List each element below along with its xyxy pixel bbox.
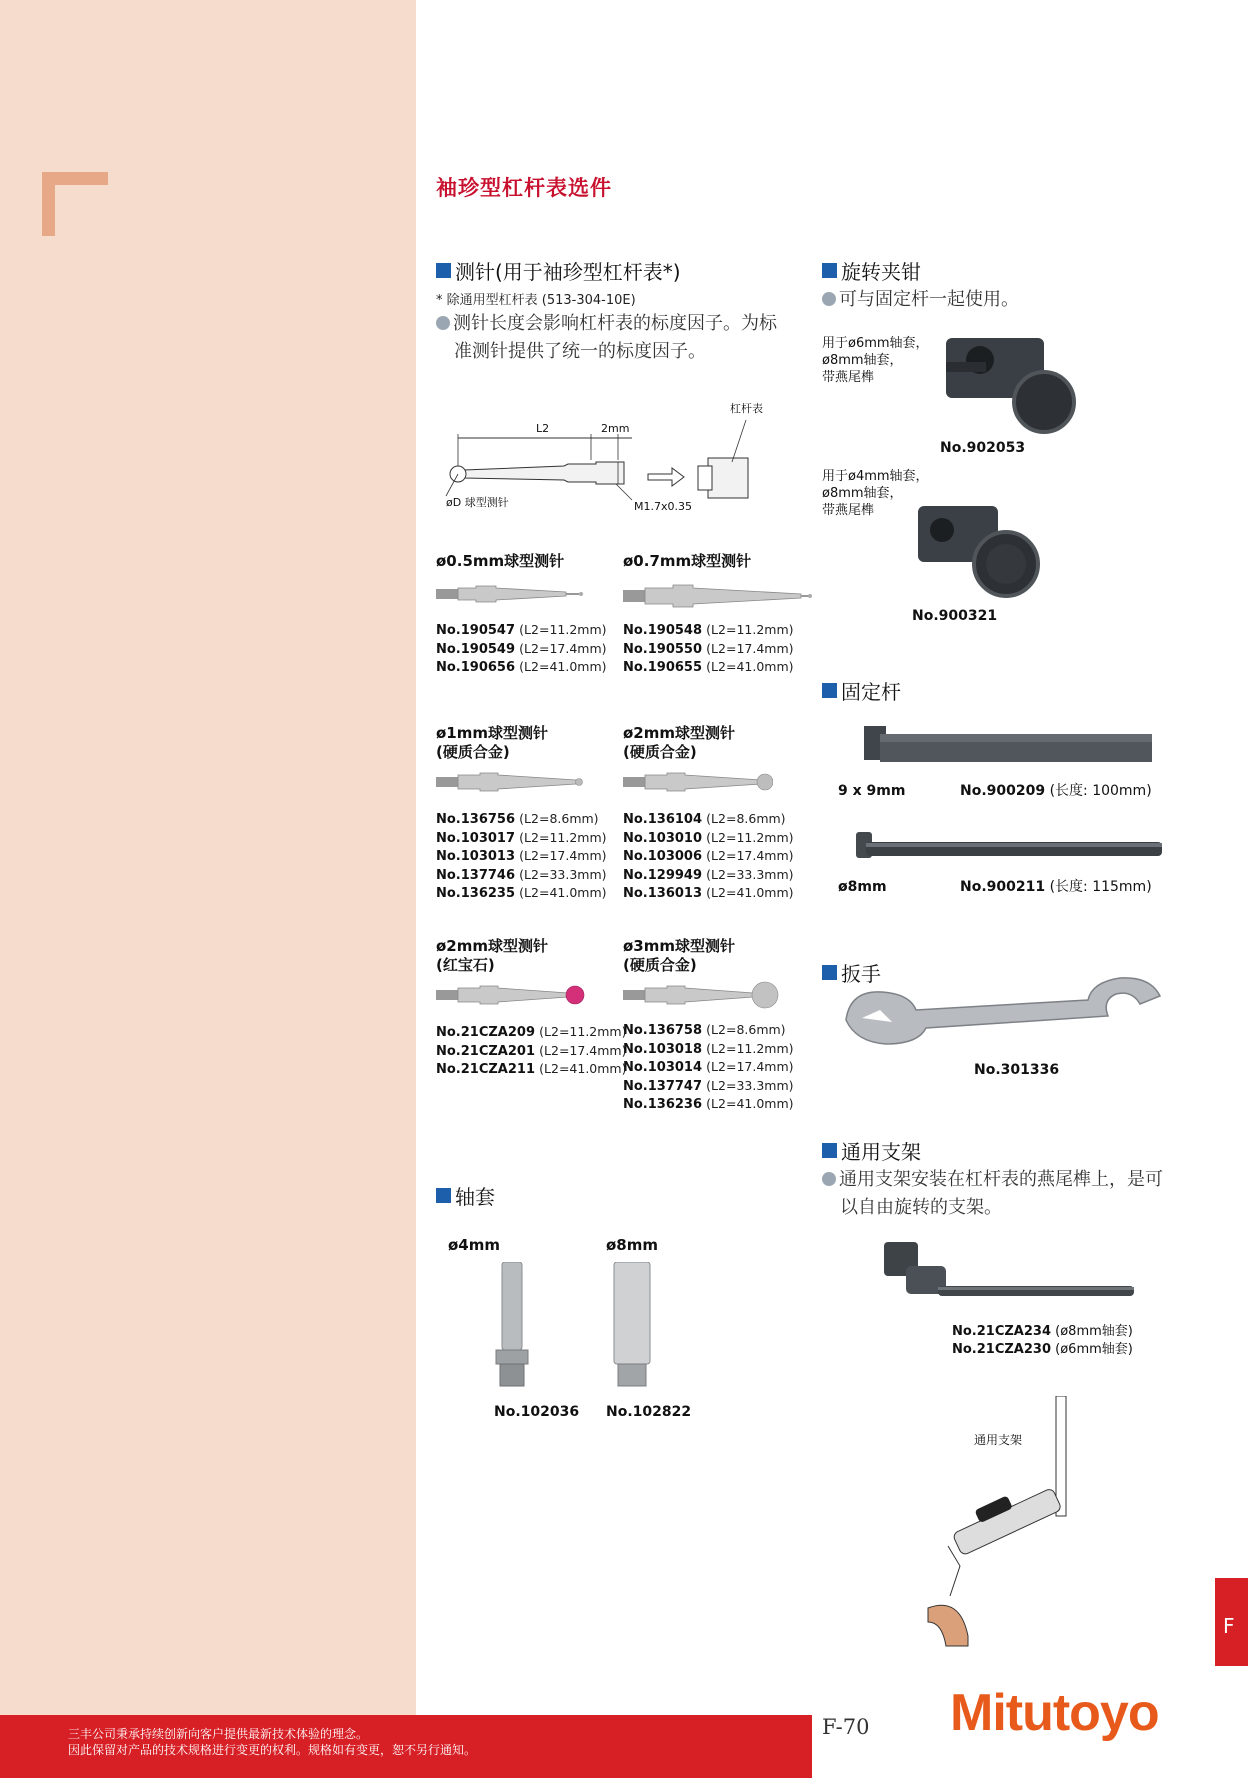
list-item: No.190550 (L2=17.4mm) (623, 640, 794, 657)
rod-round-photo (852, 830, 1164, 864)
stylus-group-sub: (硬质合金) (623, 743, 697, 761)
list-item: No.103017 (L2=11.2mm) (436, 829, 607, 846)
list-item: No.190656 (L2=41.0mm) (436, 659, 607, 675)
list-item: No.190549 (L2=17.4mm) (436, 640, 607, 657)
rod-b-size: ø8mm (838, 879, 887, 895)
wrench-heading: 扳手 (822, 958, 881, 987)
stylus-group-sub: (硬质合金) (436, 743, 510, 761)
wrench-photo (840, 970, 1170, 1050)
corner-mark (42, 172, 108, 236)
list-item: No.190655 (L2=41.0mm) (623, 659, 794, 675)
square-bullet-icon (822, 263, 837, 278)
diagram-label-l2: L2 (536, 422, 550, 435)
list-item: No.137746 (L2=33.3mm) (436, 866, 607, 883)
holder-bullet: 通用支架安装在杠杆表的燕尾榫上，是可 以自由旋转的支架。 (822, 1166, 1163, 1222)
sleeve-right-no: No.102822 (606, 1404, 692, 1420)
holder-heading: 通用支架 (822, 1136, 921, 1165)
clamp-b-photo (914, 494, 1054, 604)
stylus-group-title: ø0.5mm球型测针 (436, 552, 565, 570)
square-bullet-icon (822, 1143, 837, 1158)
rod-square-photo (864, 722, 1154, 766)
list-item: No.21CZA211 (L2=41.0mm) (436, 1061, 627, 1077)
stylus-group-sub: (红宝石) (436, 956, 495, 974)
sleeve-heading: 轴套 (436, 1181, 495, 1210)
list-item: No.136236 (L2=41.0mm) (623, 1096, 794, 1112)
list-item: No.103013 (L2=17.4mm) (436, 848, 607, 864)
sidebar-band (0, 0, 416, 1715)
sleeve-left-no: No.102036 (494, 1404, 580, 1420)
clamp-a-note: 用于ø6mm轴套， ø8mm轴套， 带燕尾榫 (822, 336, 929, 385)
stylus-photo (623, 770, 803, 794)
sleeve-4mm-photo (490, 1262, 534, 1392)
diagram-label-lever: 杠杆表 (730, 402, 763, 415)
clamp-b-note: 用于ø4mm轴套， ø8mm轴套， 带燕尾榫 (822, 469, 929, 518)
list-item: No.103018 (L2=11.2mm) (623, 1040, 794, 1057)
list-item: No.103014 (L2=17.4mm) (623, 1059, 794, 1075)
stylus-diagram (436, 400, 784, 520)
stylus-group-title: ø0.7mm球型测针 (623, 552, 752, 570)
list-item: No.136758 (L2=8.6mm) (623, 1022, 786, 1038)
clamp-bullet: 可与固定杆一起使用。 (822, 286, 1019, 314)
square-bullet-icon (436, 1188, 451, 1203)
wrench-no: No.301336 (974, 1062, 1060, 1078)
list-item: No.136235 (L2=41.0mm) (436, 885, 607, 901)
sleeve-8mm-photo (610, 1262, 654, 1392)
stylus-photo (623, 584, 813, 608)
diagram-label-ball: øD 球型测针 (446, 496, 509, 509)
list-item: No.103006 (L2=17.4mm) (623, 848, 794, 864)
stylus-part-list (623, 1021, 803, 1114)
holder-caption-1: No.21CZA234 (ø8mm轴套) (952, 1324, 1133, 1339)
list-item: No.136756 (L2=8.6mm) (436, 811, 599, 827)
rod-b-caption: No.900211 (长度: 115mm) (960, 879, 1152, 895)
page-number: F-70 (822, 1715, 870, 1739)
footer-note: 三丰公司秉承持续创新向客户提供最新技术体验的理念。 因此保留对产品的技术规格进行变更的权利。规格如有变更，恕不另行通知。 (68, 1727, 477, 1757)
clamp-a-photo (940, 332, 1090, 442)
list-item: No.137747 (L2=33.3mm) (623, 1077, 794, 1094)
square-bullet-icon (822, 683, 837, 698)
stylus-group (436, 937, 627, 1079)
holder-callout: 通用支架 (974, 1433, 1023, 1447)
clamp-a-no: No.902053 (940, 440, 1026, 456)
stylus-group (436, 552, 616, 677)
stylus-part-list (436, 1023, 627, 1079)
dot-bullet-icon (822, 292, 836, 306)
sleeve-left-label: ø4mm (448, 1236, 501, 1254)
list-item: No.129949 (L2=33.3mm) (623, 866, 794, 883)
list-item: No.136013 (L2=41.0mm) (623, 885, 794, 901)
holder-photo (878, 1240, 1138, 1320)
stylus-photo (436, 584, 586, 604)
sleeve-right-label: ø8mm (606, 1236, 659, 1254)
stylus-photo (623, 979, 803, 1011)
list-item: No.103010 (L2=11.2mm) (623, 829, 794, 846)
stylus-photo (436, 981, 616, 1009)
stylus-part-list (436, 621, 616, 677)
stylus-group-title: ø3mm球型测针 (623, 937, 736, 955)
stylus-footnote: * 除通用型杠杆表 (513-304-10E) (436, 293, 636, 308)
list-item: No.136104 (L2=8.6mm) (623, 811, 786, 827)
stylus-group (436, 724, 616, 903)
rod-a-caption: No.900209 (长度: 100mm) (960, 783, 1152, 799)
stylus-group-title: ø1mm球型测针 (436, 724, 549, 742)
page-title: 袖珍型杠杆表选件 (436, 176, 612, 200)
diagram-label-thread: M1.7x0.35 (634, 500, 692, 513)
stylus-group-sub: (硬质合金) (623, 956, 697, 974)
stylus-group (623, 724, 803, 903)
dot-bullet-icon (822, 1172, 836, 1186)
section-tab[interactable]: F (1215, 1578, 1248, 1666)
stylus-part-list (436, 810, 616, 903)
square-bullet-icon (822, 965, 837, 980)
stylus-group (623, 552, 813, 677)
dot-bullet-icon (436, 316, 450, 330)
list-item: No.190548 (L2=11.2mm) (623, 622, 794, 638)
stylus-part-list (623, 621, 813, 677)
brand-logo: Mitutoyo (950, 1684, 1159, 1742)
clamp-b-no: No.900321 (912, 608, 998, 624)
clamp-heading: 旋转夹钳 (822, 256, 921, 285)
diagram-label-2mm: 2mm (601, 422, 630, 435)
rod-a-size: 9 x 9mm (838, 783, 906, 799)
list-item: No.190547 (L2=11.2mm) (436, 622, 607, 638)
holder-caption-2: No.21CZA230 (ø6mm轴套) (952, 1342, 1133, 1357)
stylus-group (623, 937, 803, 1114)
stylus-heading: 测针(用于袖珍型杠杆表*) (436, 256, 681, 285)
stylus-group-title: ø2mm球型测针 (436, 937, 549, 955)
list-item: No.21CZA201 (L2=17.4mm) (436, 1042, 627, 1059)
stylus-bullet: 测针长度会影响杠杆表的标度因子。为标 准测针提供了统一的标度因子。 (436, 310, 777, 366)
rod-heading: 固定杆 (822, 676, 901, 705)
stylus-part-list (623, 810, 803, 903)
stylus-group-title: ø2mm球型测针 (623, 724, 736, 742)
stylus-photo (436, 772, 616, 792)
list-item: No.21CZA209 (L2=11.2mm) (436, 1024, 627, 1040)
square-bullet-icon (436, 263, 451, 278)
